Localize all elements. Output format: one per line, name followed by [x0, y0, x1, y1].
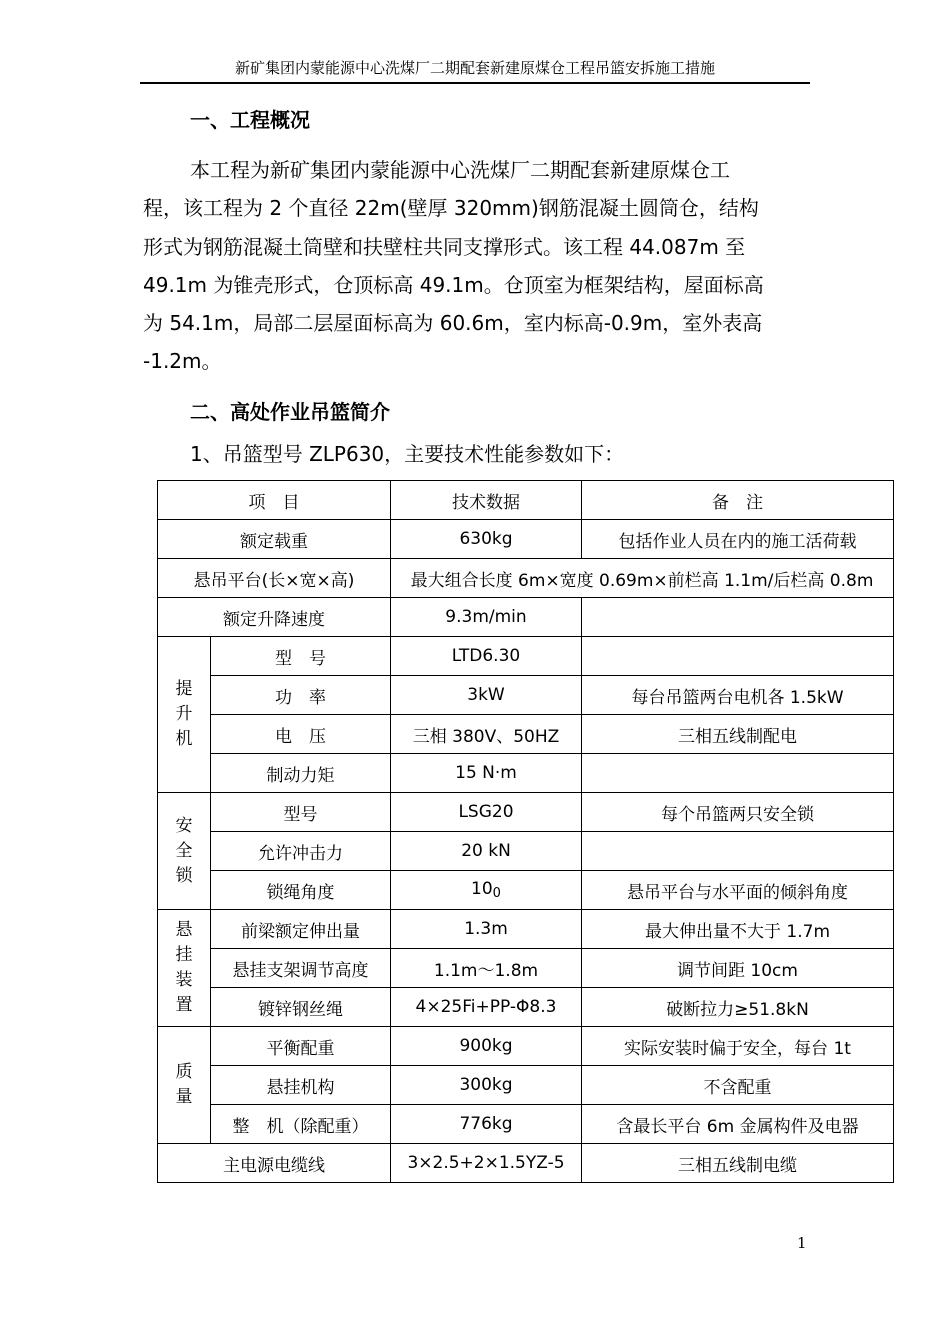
row-label: 制动力矩	[211, 754, 391, 793]
row-data: LSG20	[391, 793, 582, 832]
group-char: 悬	[175, 920, 193, 940]
table-row	[158, 754, 894, 793]
row-label: 悬吊平台(长×宽×高)	[158, 559, 391, 598]
row-note: 每个吊篮两只安全锁	[582, 793, 894, 832]
table-row	[158, 676, 894, 715]
row-note	[582, 754, 894, 793]
table-row	[158, 1105, 894, 1144]
row-data: 20 kN	[391, 832, 582, 871]
row-note: 不含配重	[582, 1066, 894, 1105]
group-char: 量	[175, 1087, 193, 1107]
basket-model-item: 1、吊篮型号 ZLP630，主要技术性能参数如下：	[190, 442, 625, 466]
row-data: 9.3m/min	[391, 598, 582, 637]
group-char: 质	[175, 1062, 193, 1082]
group-char: 机	[175, 729, 193, 749]
table-row	[158, 715, 894, 754]
row-note: 最大伸出量不大于 1.7m	[582, 910, 894, 949]
row-data: 1.1m～1.8m	[391, 949, 582, 988]
angle-value: 10	[471, 879, 493, 899]
row-label: 型号	[211, 793, 391, 832]
group-char: 置	[175, 995, 193, 1015]
group-char: 挂	[175, 945, 193, 965]
row-label: 平衡配重	[211, 1027, 391, 1066]
row-label: 功 率	[211, 676, 391, 715]
section-heading-basket-intro: 二、高处作业吊篮简介	[190, 400, 390, 424]
paragraph-line: 49.1m 为锥壳形式，仓顶标高 49.1m。仓顶室为框架结构，屋面标高	[143, 272, 764, 297]
row-data: 15 N·m	[391, 754, 582, 793]
row-data: 4×25Fi+PP-Φ8.3	[391, 988, 582, 1027]
row-note: 三相五线制电缆	[582, 1144, 894, 1183]
table-row	[158, 832, 894, 871]
header-divider	[140, 82, 810, 84]
row-note	[582, 598, 894, 637]
row-note: 含最长平台 6m 金属构件及电器	[582, 1105, 894, 1144]
paragraph-line: 形式为钢筋混凝土筒壁和扶壁柱共同支撑形式。该工程 44.087m 至	[143, 234, 746, 259]
angle-value-sub: 0	[492, 886, 501, 901]
column-header-item: 项 目	[158, 481, 391, 520]
row-note: 实际安装时偏于安全，每台 1t	[582, 1027, 894, 1066]
row-note	[582, 637, 894, 676]
row-label: 锁绳角度	[211, 871, 391, 910]
row-data: 三相 380V、50HZ	[391, 715, 582, 754]
paragraph-line: -1.2m。	[143, 349, 222, 374]
row-note: 破断拉力≥51.8kN	[582, 988, 894, 1027]
table-row	[158, 871, 894, 910]
table-row	[158, 988, 894, 1027]
group-char: 提	[175, 679, 193, 699]
page-number: 1	[797, 1234, 807, 1252]
row-data: 1.3m	[391, 910, 582, 949]
table-row	[158, 1144, 894, 1183]
overview-paragraph	[143, 151, 808, 381]
table-row	[158, 637, 894, 676]
row-data: 3×2.5+2×1.5YZ-5	[391, 1144, 582, 1183]
row-label: 型 号	[211, 637, 391, 676]
spec-table	[157, 480, 894, 1183]
row-label: 悬挂机构	[211, 1066, 391, 1105]
group-char: 安	[175, 815, 193, 836]
group-label-safety-lock	[158, 793, 211, 910]
row-data	[391, 871, 582, 910]
table-row	[158, 1027, 894, 1066]
row-note: 包括作业人员在内的施工活荷载	[582, 520, 894, 559]
group-char: 全	[175, 840, 193, 861]
row-note: 悬吊平台与水平面的倾斜角度	[582, 871, 894, 910]
group-label-suspension	[158, 910, 211, 1027]
group-char: 锁	[175, 865, 193, 886]
row-note: 每台吊篮两台电机各 1.5kW	[582, 676, 894, 715]
row-label: 主电源电缆线	[158, 1144, 391, 1183]
row-data: 630kg	[391, 520, 582, 559]
table-row	[158, 520, 894, 559]
row-note: 调节间距 10cm	[582, 949, 894, 988]
group-char: 升	[175, 704, 193, 724]
row-data: 776kg	[391, 1105, 582, 1144]
table-row	[158, 598, 894, 637]
column-header-note: 备 注	[582, 481, 894, 520]
row-data: 3kW	[391, 676, 582, 715]
group-label-mass	[158, 1027, 211, 1144]
row-label: 悬挂支架调节高度	[211, 949, 391, 988]
paragraph-line: 程，该工程为 2 个直径 22m(壁厚 320mm)钢筋混凝土圆筒仓，结构	[143, 196, 759, 221]
page-header: 新矿集团内蒙能源中心洗煤厂二期配套新建原煤仓工程吊篮安拆施工措施	[234, 59, 715, 77]
row-label: 电 压	[211, 715, 391, 754]
group-char: 装	[175, 970, 193, 990]
row-note	[582, 832, 894, 871]
group-label-hoist	[158, 637, 211, 793]
table-row	[158, 793, 894, 832]
row-data: 300kg	[391, 1066, 582, 1105]
row-data: 最大组合长度 6m×宽度 0.69m×前栏高 1.1m/后栏高 0.8m	[391, 559, 894, 598]
column-header-data: 技术数据	[391, 481, 582, 520]
row-label: 前梁额定伸出量	[211, 910, 391, 949]
table-row	[158, 949, 894, 988]
row-label: 额定升降速度	[158, 598, 391, 637]
row-label: 允许冲击力	[211, 832, 391, 871]
table-row	[158, 910, 894, 949]
row-data: 900kg	[391, 1027, 582, 1066]
row-label: 额定载重	[158, 520, 391, 559]
section-heading-overview: 一、工程概况	[190, 108, 310, 132]
paragraph-line: 本工程为新矿集团内蒙能源中心洗煤厂二期配套新建原煤仓工	[190, 158, 730, 182]
row-data: LTD6.30	[391, 637, 582, 676]
row-label: 整 机（除配重）	[211, 1105, 391, 1144]
table-header-row	[158, 481, 894, 520]
paragraph-line: 为 54.1m，局部二层屋面标高为 60.6m，室内标高-0.9m，室外表高	[143, 311, 763, 336]
row-note: 三相五线制配电	[582, 715, 894, 754]
row-label: 镀锌钢丝绳	[211, 988, 391, 1027]
table-row	[158, 559, 894, 598]
table-row	[158, 1066, 894, 1105]
